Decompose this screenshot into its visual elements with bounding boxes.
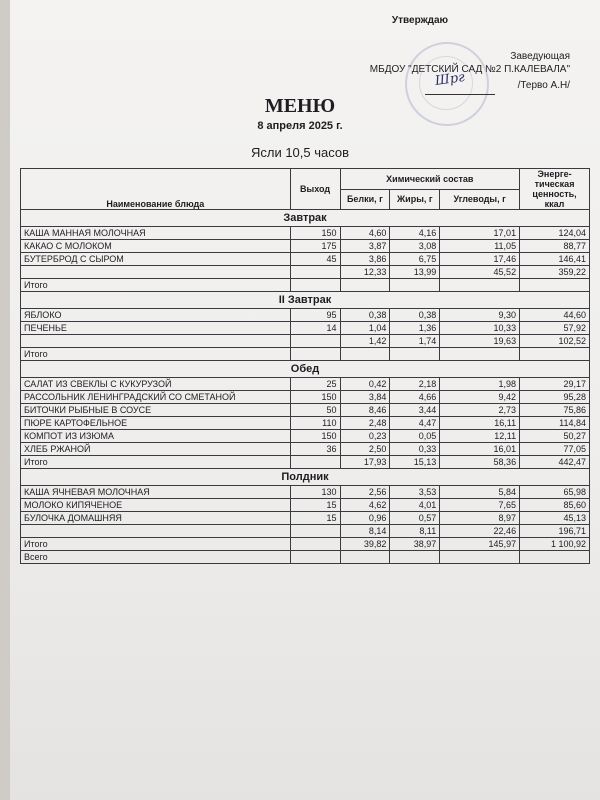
cell-c: 45,52	[440, 266, 520, 279]
cell-f: 3,44	[390, 404, 440, 417]
table-row	[21, 227, 590, 240]
cell-c: 19,63	[440, 335, 520, 348]
cell-p: 0,38	[340, 309, 390, 322]
cell-e	[520, 279, 590, 292]
cell-p: 3,84	[340, 391, 390, 404]
cell-e: 359,22	[520, 266, 590, 279]
cell-e: 65,98	[520, 486, 590, 499]
cell-c: 145,97	[440, 538, 520, 551]
cell-out: 36	[290, 443, 340, 456]
table-row	[21, 335, 590, 348]
cell-f: 1,74	[390, 335, 440, 348]
cell-out: 15	[290, 499, 340, 512]
cell-e: 77,05	[520, 443, 590, 456]
cell-e: 124,04	[520, 227, 590, 240]
cell-c: 58,36	[440, 456, 520, 469]
section-title: Полдник	[21, 469, 590, 486]
cell-e: 196,71	[520, 525, 590, 538]
cell-c: 17,46	[440, 253, 520, 266]
cell-p: 2,50	[340, 443, 390, 456]
cell-p: 4,62	[340, 499, 390, 512]
table-row	[21, 348, 590, 361]
cell-out: 50	[290, 404, 340, 417]
position-label: Заведующая	[510, 50, 570, 62]
table-row	[21, 417, 590, 430]
cell-p: 0,23	[340, 430, 390, 443]
cell-name: Всего	[21, 551, 291, 564]
approve-label: Утверждаю	[391, 15, 449, 26]
cell-f: 4,16	[390, 227, 440, 240]
table-row	[21, 486, 590, 499]
cell-out: 110	[290, 417, 340, 430]
cell-p: 2,56	[340, 486, 390, 499]
section-title: Завтрак	[21, 210, 590, 227]
cell-name	[21, 335, 291, 348]
cell-f: 13,99	[390, 266, 440, 279]
cell-c: 16,01	[440, 443, 520, 456]
cell-out: 150	[290, 430, 340, 443]
cell-p: 4,60	[340, 227, 390, 240]
cell-name: ХЛЕБ РЖАНОЙ	[21, 443, 291, 456]
cell-p: 0,96	[340, 512, 390, 525]
cell-p	[340, 279, 390, 292]
header-output: Выход	[290, 169, 340, 210]
cell-f: 4,47	[390, 417, 440, 430]
cell-name: КАКАО С МОЛОКОМ	[21, 240, 291, 253]
cell-e	[520, 348, 590, 361]
cell-c: 11,05	[440, 240, 520, 253]
cell-f: 2,18	[390, 378, 440, 391]
cell-f: 38,97	[390, 538, 440, 551]
cell-e: 44,60	[520, 309, 590, 322]
cell-out: 45	[290, 253, 340, 266]
cell-p: 8,14	[340, 525, 390, 538]
cell-c	[440, 551, 520, 564]
cell-p: 1,42	[340, 335, 390, 348]
cell-f: 15,13	[390, 456, 440, 469]
cell-name: Итого	[21, 456, 291, 469]
cell-p: 3,86	[340, 253, 390, 266]
table-row	[21, 322, 590, 335]
cell-f: 6,75	[390, 253, 440, 266]
table-row	[21, 512, 590, 525]
cell-c: 9,30	[440, 309, 520, 322]
table-row	[21, 279, 590, 292]
cell-out: 130	[290, 486, 340, 499]
table-row	[21, 378, 590, 391]
cell-c: 5,84	[440, 486, 520, 499]
cell-name: РАССОЛЬНИК ЛЕНИНГРАДСКИЙ СО СМЕТАНОЙ	[21, 391, 291, 404]
cell-name: ПЕЧЕНЬЕ	[21, 322, 291, 335]
header-energy: Энерге-тическая ценность, ккал	[520, 169, 590, 210]
cell-f: 0,33	[390, 443, 440, 456]
cell-name	[21, 266, 291, 279]
cell-e: 75,86	[520, 404, 590, 417]
group-label: Ясли 10,5 часов	[250, 145, 350, 160]
cell-e: 95,28	[520, 391, 590, 404]
cell-c: 22,46	[440, 525, 520, 538]
cell-p: 1,04	[340, 322, 390, 335]
cell-e: 57,92	[520, 322, 590, 335]
cell-name: КАША ЯЧНЕВАЯ МОЛОЧНАЯ	[21, 486, 291, 499]
cell-c: 8,97	[440, 512, 520, 525]
table-row	[21, 525, 590, 538]
header-protein: Белки, г	[340, 189, 390, 210]
cell-name: Итого	[21, 348, 291, 361]
cell-out	[290, 456, 340, 469]
cell-f: 3,53	[390, 486, 440, 499]
header-fat: Жиры, г	[390, 189, 440, 210]
cell-out	[290, 525, 340, 538]
cell-out	[290, 348, 340, 361]
cell-name: ЯБЛОКО	[21, 309, 291, 322]
section-title: II Завтрак	[21, 292, 590, 309]
cell-e: 85,60	[520, 499, 590, 512]
table-row	[21, 404, 590, 417]
section-title: Обед	[21, 361, 590, 378]
cell-e: 146,41	[520, 253, 590, 266]
cell-e: 88,77	[520, 240, 590, 253]
cell-name: ПЮРЕ КАРТОФЕЛЬНОЕ	[21, 417, 291, 430]
cell-f: 1,36	[390, 322, 440, 335]
section-header	[21, 292, 590, 309]
cell-name: БУТЕРБРОД С СЫРОМ	[21, 253, 291, 266]
cell-f: 8,11	[390, 525, 440, 538]
cell-p: 17,93	[340, 456, 390, 469]
table-row	[21, 443, 590, 456]
cell-e: 114,84	[520, 417, 590, 430]
cell-out: 150	[290, 391, 340, 404]
page-title: МЕНЮ	[264, 95, 336, 117]
cell-p: 12,33	[340, 266, 390, 279]
cell-e: 102,52	[520, 335, 590, 348]
section-header	[21, 210, 590, 227]
cell-p	[340, 551, 390, 564]
cell-f: 0,38	[390, 309, 440, 322]
table-row	[21, 391, 590, 404]
org-label: МБДОУ "ДЕТСКИЙ САД №2 П.КАЛЕВАЛА"	[369, 64, 570, 75]
cell-out: 95	[290, 309, 340, 322]
cell-p: 8,46	[340, 404, 390, 417]
table-row	[21, 430, 590, 443]
cell-out	[290, 279, 340, 292]
cell-p	[340, 348, 390, 361]
header-chem: Химический состав	[340, 169, 520, 190]
table-row	[21, 538, 590, 551]
cell-name	[21, 525, 291, 538]
cell-c: 17,01	[440, 227, 520, 240]
cell-f	[390, 551, 440, 564]
cell-e: 442,47	[520, 456, 590, 469]
cell-p: 2,48	[340, 417, 390, 430]
cell-f	[390, 348, 440, 361]
cell-out	[290, 551, 340, 564]
cell-out: 150	[290, 227, 340, 240]
cell-c: 16,11	[440, 417, 520, 430]
cell-c: 9,42	[440, 391, 520, 404]
cell-f: 4,01	[390, 499, 440, 512]
cell-f: 0,57	[390, 512, 440, 525]
signature-icon: Шрг	[434, 70, 466, 89]
cell-e: 29,17	[520, 378, 590, 391]
table-row	[21, 253, 590, 266]
cell-c: 12,11	[440, 430, 520, 443]
cell-name: БУЛОЧКА ДОМАШНЯЯ	[21, 512, 291, 525]
table-row	[21, 456, 590, 469]
section-header	[21, 361, 590, 378]
cell-name: МОЛОКО КИПЯЧЕНОЕ	[21, 499, 291, 512]
cell-out	[290, 538, 340, 551]
cell-c	[440, 348, 520, 361]
cell-p: 3,87	[340, 240, 390, 253]
menu-date: 8 апреля 2025 г.	[257, 120, 343, 132]
cell-c: 7,65	[440, 499, 520, 512]
cell-e: 50,27	[520, 430, 590, 443]
cell-c	[440, 279, 520, 292]
cell-name: КАША МАННАЯ МОЛОЧНАЯ	[21, 227, 291, 240]
cell-out: 15	[290, 512, 340, 525]
cell-out: 175	[290, 240, 340, 253]
table-row	[21, 240, 590, 253]
table-row	[21, 551, 590, 564]
cell-name: БИТОЧКИ РЫБНЫЕ В СОУСЕ	[21, 404, 291, 417]
menu-body	[21, 210, 590, 564]
cell-name: Итого	[21, 279, 291, 292]
cell-f: 3,08	[390, 240, 440, 253]
document-page	[10, 0, 600, 800]
cell-c: 1,98	[440, 378, 520, 391]
cell-out: 14	[290, 322, 340, 335]
cell-out	[290, 335, 340, 348]
cell-out	[290, 266, 340, 279]
table-row	[21, 499, 590, 512]
header-carb: Углеводы, г	[440, 189, 520, 210]
table-row	[21, 266, 590, 279]
cell-name: Итого	[21, 538, 291, 551]
table-row	[21, 309, 590, 322]
cell-name: КОМПОТ ИЗ ИЗЮМА	[21, 430, 291, 443]
cell-out: 25	[290, 378, 340, 391]
cell-e: 1 100,92	[520, 538, 590, 551]
header-name: Наименование блюда	[21, 169, 291, 210]
cell-e: 45,13	[520, 512, 590, 525]
cell-c: 2,73	[440, 404, 520, 417]
cell-p: 39,82	[340, 538, 390, 551]
cell-p: 0,42	[340, 378, 390, 391]
cell-f	[390, 279, 440, 292]
cell-name: САЛАТ ИЗ СВЕКЛЫ С КУКУРУЗОЙ	[21, 378, 291, 391]
menu-table	[20, 168, 590, 564]
cell-f: 4,66	[390, 391, 440, 404]
cell-e	[520, 551, 590, 564]
cell-f: 0,05	[390, 430, 440, 443]
section-header	[21, 469, 590, 486]
cell-c: 10,33	[440, 322, 520, 335]
signature-name: /Терво А.Н/	[517, 79, 570, 91]
